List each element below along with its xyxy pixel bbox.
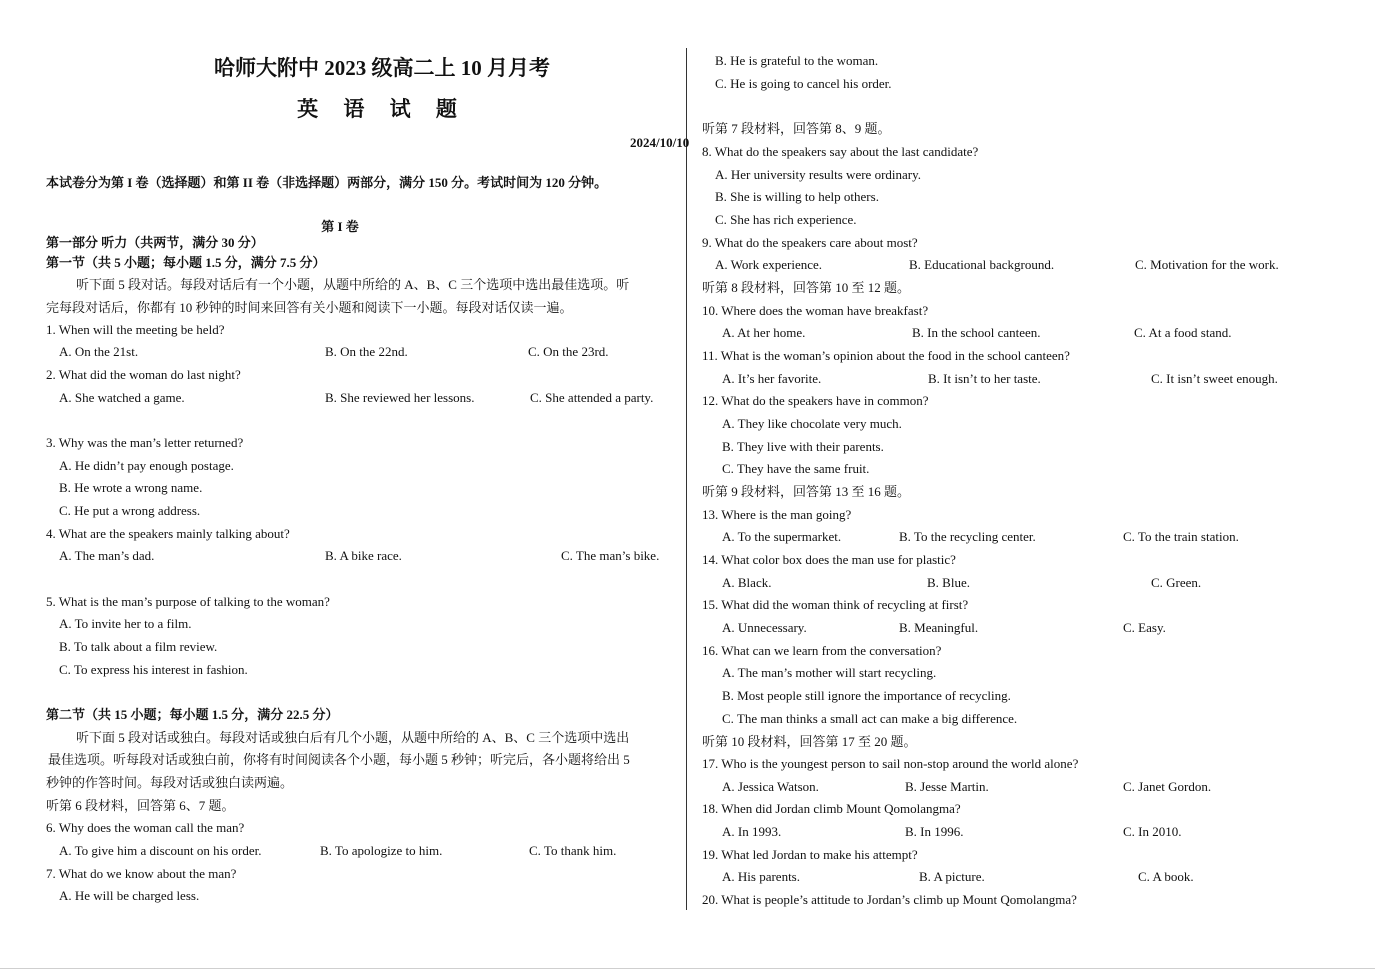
question-14: 14. What color box does the man use for plastic? xyxy=(702,552,956,567)
option-c: C. The man’s bike. xyxy=(561,548,660,563)
option-c: C. To thank him. xyxy=(529,843,617,858)
question-17: 17. Who is the youngest person to sail non-stop around the world alone? xyxy=(702,756,1079,771)
question-11: 11. What is the woman’s opinion about the food in the school canteen? xyxy=(702,348,1070,363)
option-b: B. Blue. xyxy=(927,575,970,590)
option-b: B. On the 22nd. xyxy=(325,344,408,359)
question-15: 15. What did the woman think of recycling at first? xyxy=(702,597,969,612)
option-a: A. At her home. xyxy=(722,325,806,340)
option-a: A. To give him a discount on his order. xyxy=(59,843,262,858)
question-18: 18. When did Jordan climb Mount Qomolangma? xyxy=(702,801,961,816)
option-a: A. Jessica Watson. xyxy=(722,779,819,794)
option-b: B. Meaningful. xyxy=(899,620,979,635)
option-c: C. They have the same fruit. xyxy=(722,461,870,476)
option-c: C. To express his interest in fashion. xyxy=(59,662,248,677)
option-a: A. It’s her favorite. xyxy=(722,371,822,386)
page-bottom-edge xyxy=(0,968,1375,969)
option-a: A. Work experience. xyxy=(715,257,823,272)
volume-heading: 第 I 卷 xyxy=(321,219,359,234)
option-c: C. Green. xyxy=(1151,575,1202,590)
option-b: B. To apologize to him. xyxy=(320,843,443,858)
option-b: B. She reviewed her lessons. xyxy=(325,390,475,405)
option-a: A. The man’s mother will start recycling. xyxy=(722,665,937,680)
option-a: A. To invite her to a film. xyxy=(59,616,192,631)
section2-instructions-line3: 秒钟的作答时间。每段对话或独白读两遍。 xyxy=(46,775,294,790)
option-b: B. To the recycling center. xyxy=(899,529,1036,544)
option-a: A. To the supermarket. xyxy=(722,529,842,544)
option-a: A. The man’s dad. xyxy=(59,548,155,563)
question-19: 19. What led Jordan to make his attempt? xyxy=(702,847,918,862)
option-a: A. Her university results were ordinary. xyxy=(715,167,922,182)
option-c: C. Janet Gordon. xyxy=(1123,779,1212,794)
section2-instructions-line2: 最佳选项。听每段对话或独白前，你将有时间阅读各个小题，每小题 5 秒钟；听完后，各小题将给出 5 xyxy=(48,752,630,767)
option-b: B. They live with their parents. xyxy=(722,439,884,454)
material-9-heading: 听第 9 段材料，回答第 13 至 16 题。 xyxy=(702,484,911,499)
option-c: C. Motivation for the work. xyxy=(1135,257,1279,272)
question-9: 9. What do the speakers care about most? xyxy=(702,235,918,250)
option-c: C. She attended a party. xyxy=(530,390,654,405)
exam-date: 2024/10/10 xyxy=(630,135,690,150)
material-7-heading: 听第 7 段材料，回答第 8、9 题。 xyxy=(702,121,891,136)
question-13: 13. Where is the man going? xyxy=(702,507,852,522)
option-c: C. He is going to cancel his order. xyxy=(715,76,892,91)
question-5: 5. What is the man’s purpose of talking to the woman? xyxy=(46,594,330,609)
question-20: 20. What is people’s attitude to Jordan’s climb up Mount Qomolangma? xyxy=(702,892,1077,907)
question-16: 16. What can we learn from the conversation? xyxy=(702,643,942,658)
option-b: B. Most people still ignore the importance of recycling. xyxy=(722,688,1011,703)
option-a: A. On the 21st. xyxy=(59,344,139,359)
question-1: 1. When will the meeting be held? xyxy=(46,322,225,337)
section1-heading: 第一节（共 5 小题；每小题 1.5 分，满分 7.5 分） xyxy=(46,255,326,270)
column-divider xyxy=(686,48,687,910)
option-b: B. It isn’t to her taste. xyxy=(928,371,1041,386)
material-8-heading: 听第 8 段材料，回答第 10 至 12 题。 xyxy=(702,280,911,295)
part-heading: 第一部分 听力（共两节，满分 30 分） xyxy=(46,235,264,250)
exam-title: 哈师大附中 2023 级高二上 10 月月考 xyxy=(214,56,550,80)
section2-instructions-line1: 听下面 5 段对话或独白。每段对话或独白后有几个小题，从题中所给的 A、B、C 三个选项中选出 xyxy=(76,730,630,745)
option-b: B. In 1996. xyxy=(905,824,964,839)
section1-instructions-line2: 完每段对话后，你都有 10 秒钟的时间来回答有关小题和阅读下一小题。每段对话仅读一遍。 xyxy=(46,300,573,315)
option-a: A. His parents. xyxy=(722,869,800,884)
option-a: A. Unnecessary. xyxy=(722,620,807,635)
option-a: A. She watched a game. xyxy=(59,390,185,405)
option-b: B. In the school canteen. xyxy=(912,325,1041,340)
question-12: 12. What do the speakers have in common? xyxy=(702,393,929,408)
option-c: C. She has rich experience. xyxy=(715,212,857,227)
option-b: B. Jesse Martin. xyxy=(905,779,989,794)
question-4: 4. What are the speakers mainly talking about? xyxy=(46,526,290,541)
option-c: C. In 2010. xyxy=(1123,824,1182,839)
option-a: A. In 1993. xyxy=(722,824,782,839)
option-c: C. To the train station. xyxy=(1123,529,1239,544)
option-b: B. He is grateful to the woman. xyxy=(715,53,879,68)
material-10-heading: 听第 10 段材料，回答第 17 至 20 题。 xyxy=(702,734,917,749)
question-8: 8. What do the speakers say about the last candidate? xyxy=(702,144,979,159)
option-c: C. At a food stand. xyxy=(1134,325,1232,340)
material-6-heading: 听第 6 段材料，回答第 6、7 题。 xyxy=(46,798,235,813)
question-6: 6. Why does the woman call the man? xyxy=(46,820,245,835)
option-b: B. To talk about a film review. xyxy=(59,639,218,654)
section1-instructions-line1: 听下面 5 段对话。每段对话后有一个小题，从题中所给的 A、B、C 三个选项中选出最佳选项。听 xyxy=(76,277,630,292)
option-a: A. Black. xyxy=(722,575,772,590)
section2-heading: 第二节（共 15 小题；每小题 1.5 分，满分 22.5 分） xyxy=(46,707,339,722)
option-c: C. It isn’t sweet enough. xyxy=(1151,371,1278,386)
exam-subject: 英 语 试 题 xyxy=(297,97,467,121)
option-b: B. She is willing to help others. xyxy=(715,189,879,204)
option-c: C. A book. xyxy=(1138,869,1194,884)
question-3: 3. Why was the man’s letter returned? xyxy=(46,435,244,450)
question-7: 7. What do we know about the man? xyxy=(46,866,237,881)
exam-intro: 本试卷分为第 I 卷（选择题）和第 II 卷（非选择题）两部分，满分 150 分。考试时间为 120 分钟。 xyxy=(46,175,608,190)
option-a: A. He didn’t pay enough postage. xyxy=(59,458,234,473)
question-10: 10. Where does the woman have breakfast? xyxy=(702,303,929,318)
option-b: B. A bike race. xyxy=(325,548,402,563)
option-c: C. On the 23rd. xyxy=(528,344,609,359)
option-c: C. The man thinks a small act can make a big difference. xyxy=(722,711,1018,726)
option-a: A. They like chocolate very much. xyxy=(722,416,902,431)
option-b: B. He wrote a wrong name. xyxy=(59,480,203,495)
option-c: C. Easy. xyxy=(1123,620,1166,635)
option-a: A. He will be charged less. xyxy=(59,888,200,903)
question-2: 2. What did the woman do last night? xyxy=(46,367,241,382)
option-c: C. He put a wrong address. xyxy=(59,503,201,518)
option-b: B. A picture. xyxy=(919,869,985,884)
option-b: B. Educational background. xyxy=(909,257,1055,272)
